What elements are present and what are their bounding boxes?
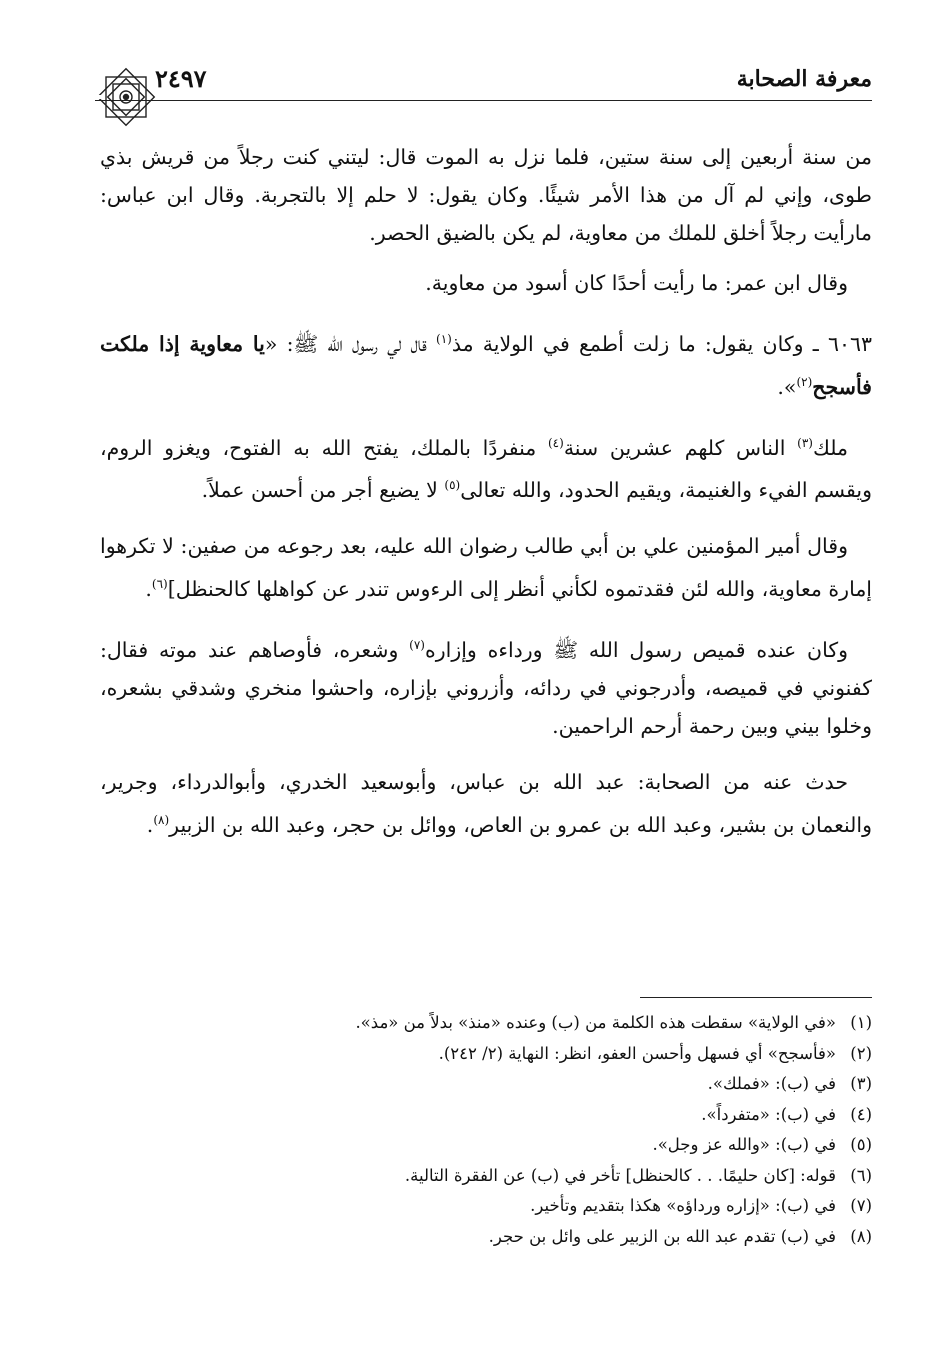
footnote-text: في (ب): «إزاره ورداؤه» هكذا بتقديم وتأخير. bbox=[530, 1196, 836, 1215]
footnote-number: (٨) bbox=[850, 1226, 872, 1246]
text-run: الناس كلهم عشرين سنة bbox=[563, 435, 798, 460]
main-text bbox=[100, 138, 872, 856]
footnotes bbox=[100, 1008, 872, 1252]
paragraph-1: من سنة أربعين إلى سنة ستين، فلما نزل به الموت قال: ليتني كنت رجلاً من قريش بذي طوى، وإني لم آل من هذا الأمر شيئًا. وكان يقول: لا حلم إلا بالتجربة. وقال ابن عباس: مارأيت رجلاً أخلق للملك من معاوية، لم يكن بالضيق الحصر. bbox=[100, 145, 872, 245]
footnote-ref-1[interactable]: (١) bbox=[436, 332, 452, 346]
footnote-number: (٢) bbox=[850, 1043, 872, 1063]
text-run: لا يضيع أجر من أحسن عملاً. bbox=[201, 478, 445, 503]
text-run: منفردًا بالملك، يفتح الله به الفتوح، ويغزو الروم، ويقسم الفيء والغنيمة، ويقيم الحدود، والله تعالى bbox=[100, 435, 872, 503]
footnote-number: (٤) bbox=[850, 1104, 872, 1124]
footnote-ref-8[interactable]: (٨) bbox=[153, 812, 170, 827]
footnote-text: «في الولاية» سقطت هذه الكلمة من (ب) وعنده «منذ» بدلاً من «مذ». bbox=[355, 1013, 836, 1032]
footnote-text: «فأسجح» أي فسهل وأحسن العفو، انظر: النهاية (٢/ ٢٤٢). bbox=[438, 1043, 836, 1063]
ornament-icon bbox=[93, 64, 159, 130]
footnote-number: (٥) bbox=[850, 1135, 872, 1154]
footnote-8 bbox=[100, 1222, 872, 1253]
footnote-2 bbox=[100, 1039, 872, 1070]
footnote-text: في (ب): «فملك». bbox=[707, 1074, 836, 1093]
page-number: ٢٤٩٧ bbox=[155, 64, 207, 93]
hadith-intro: ٦٠٦٣ ـ وكان يقول: ما زلت أطمع في الولاية مذ bbox=[451, 331, 872, 356]
footnote-number: (١) bbox=[850, 1013, 872, 1032]
text-run: وكان عنده قميص رسول الله ﷺ ورداءه وإزاره bbox=[424, 637, 849, 662]
footnote-ref-6[interactable]: (٦) bbox=[151, 577, 168, 592]
footnote-text: قوله: [كان حليمًا. . . كالحنظل] تأخر في (ب) عن الفقرة التالية. bbox=[404, 1165, 836, 1185]
footnote-text: في (ب): «والله عز وجل». bbox=[652, 1135, 836, 1154]
text-run: حدث عنه من الصحابة: عبد الله بن عباس، وأبوسعيد الخدري، وأبوالدرداء، وجرير، والنعمان بن بشير، وعبد الله بن عمرو بن العاص، ووائل بن حجر، وعبد الله بن الزبير bbox=[100, 769, 872, 837]
footnote-text: في (ب): «متفرداً». bbox=[701, 1104, 836, 1124]
paragraph-2: وقال ابن عمر: ما رأيت أحدًا كان أسود من معاوية. bbox=[425, 271, 848, 295]
footnote-number: (٣) bbox=[850, 1074, 872, 1093]
footnote-ref-2[interactable]: (٢) bbox=[796, 374, 813, 389]
text-run: ملك bbox=[812, 435, 848, 460]
footnote-ref-3[interactable]: (٣) bbox=[797, 435, 813, 450]
running-head: معرفة الصحابة bbox=[736, 66, 872, 92]
hadith-close: ». bbox=[777, 374, 797, 399]
text-run: . bbox=[145, 577, 152, 602]
footnote-rule bbox=[640, 997, 872, 998]
footnote-number: (٧) bbox=[850, 1196, 872, 1215]
footnote-6 bbox=[100, 1161, 872, 1192]
footnote-ref-5[interactable]: (٥) bbox=[444, 478, 461, 493]
text-run: وقال أمير المؤمنين علي بن أبي طالب رضوان الله عليه، بعد رجوعه من صفين: لا تكرهوا إمارة معاوية، والله لئن فقدتموه لكأني أنظر إلى الرءوس تندر عن كواهلها كالحنظل] bbox=[100, 534, 872, 602]
paragraph-7 bbox=[100, 763, 872, 844]
text-run: . bbox=[146, 812, 154, 837]
footnote-7 bbox=[100, 1191, 872, 1222]
text-run: وشعره، فأوصاهم عند موته فقال: كفنوني في قميصه، وأدرجوني في ردائه، وأزروني بإزاره، واحشوا منخري وشدقي بشعره، وخلوا بيني وبين رحمة أرحم الراحمين. bbox=[100, 637, 872, 738]
hadith-quote: يا معاوية إذا ملكت فأسجح bbox=[100, 331, 872, 399]
footnote-ref-7[interactable]: (٧) bbox=[409, 638, 425, 653]
footnote-number: (٦) bbox=[850, 1165, 872, 1185]
paragraph-4 bbox=[100, 424, 872, 510]
footnote-1 bbox=[100, 1008, 872, 1039]
footnote-5 bbox=[100, 1130, 872, 1161]
paragraph-6 bbox=[100, 626, 872, 745]
header-rule bbox=[95, 100, 872, 101]
paragraph-5 bbox=[100, 527, 872, 608]
footnote-text: في (ب) تقدم عبد الله بن الزبير على وائل بن حجر. bbox=[488, 1226, 836, 1246]
hadith-text: قال لي رسول الله ﷺ: « bbox=[264, 331, 436, 356]
page-header bbox=[95, 58, 872, 98]
footnote-4 bbox=[100, 1100, 872, 1131]
footnote-3 bbox=[100, 1069, 872, 1100]
hadith-6063 bbox=[100, 320, 872, 406]
footnote-ref-4[interactable]: (٤) bbox=[547, 435, 564, 450]
